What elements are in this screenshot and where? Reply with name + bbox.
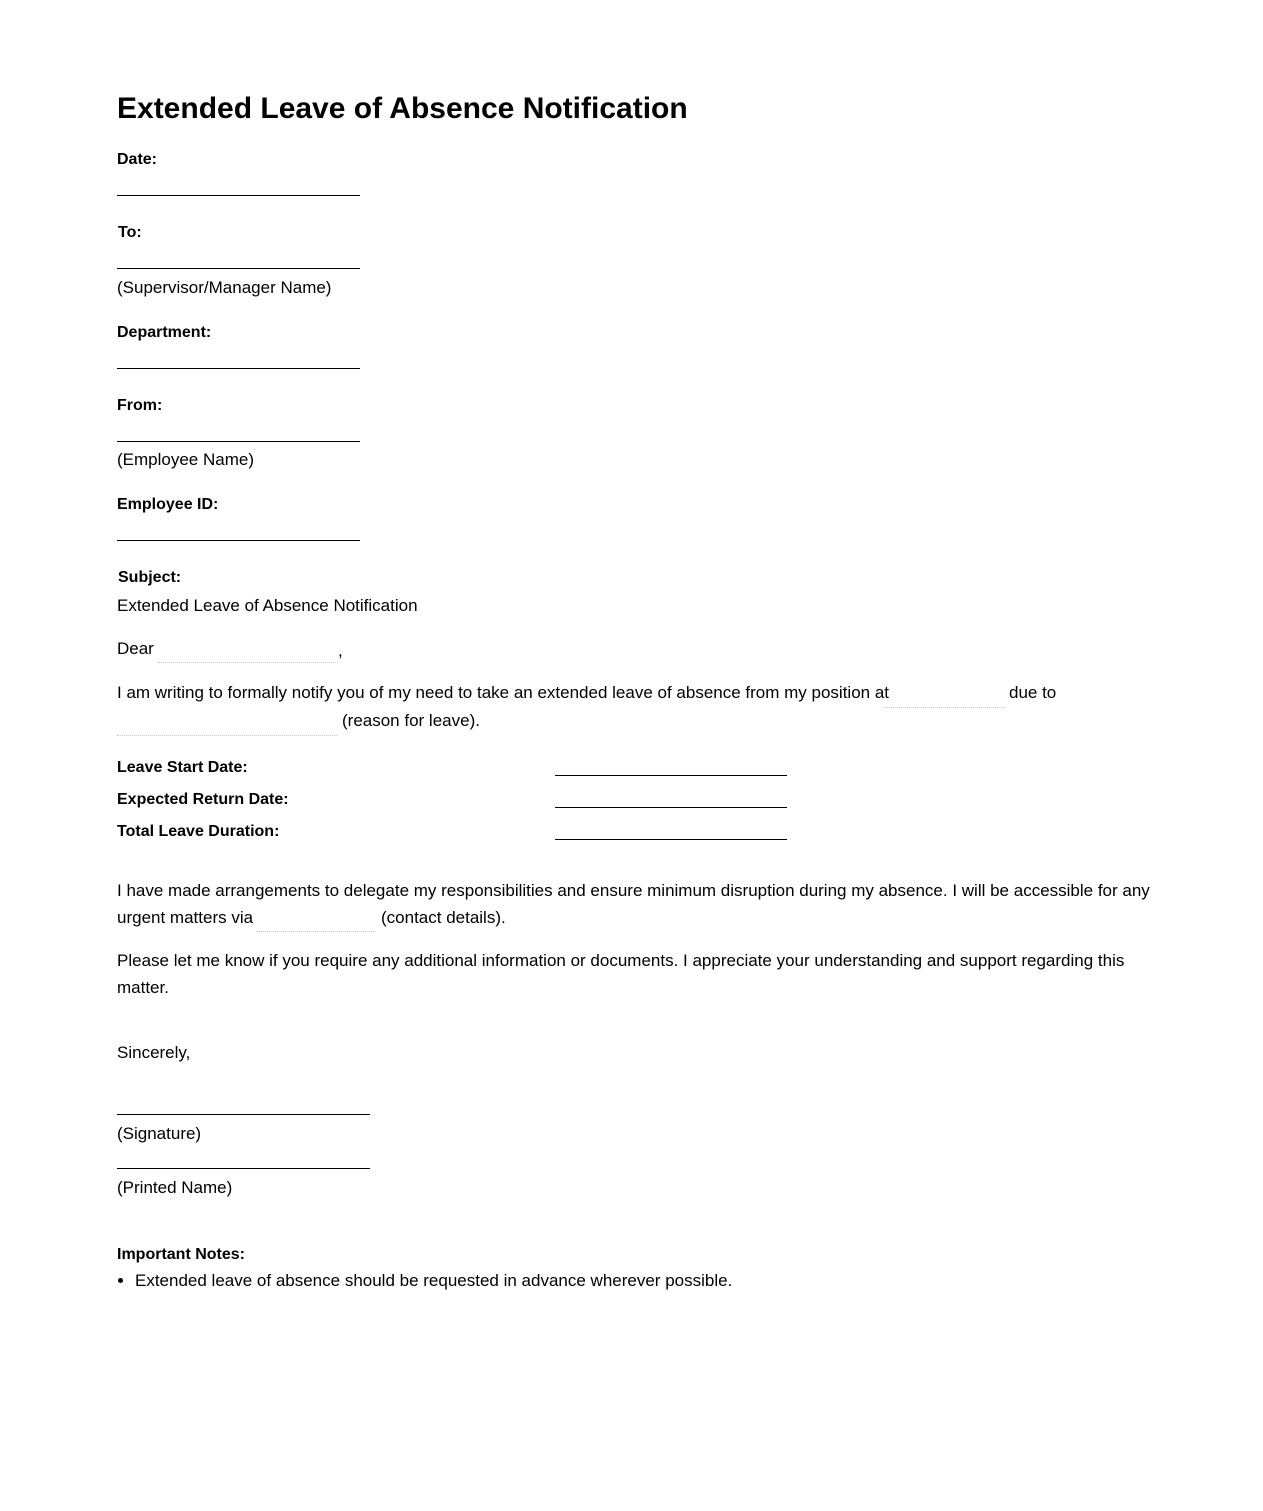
employee-id-field-line[interactable] [117, 540, 360, 541]
paragraph1-part3: (reason for leave). [342, 711, 480, 730]
paragraph3-line2: matter. [117, 978, 169, 997]
bullet-icon [118, 1278, 123, 1283]
printed-name-hint: (Printed Name) [117, 1178, 233, 1197]
department-field-line[interactable] [117, 368, 360, 369]
from-hint: (Employee Name) [117, 450, 254, 469]
important-notes-label: Important Notes: [117, 1246, 245, 1263]
paragraph2-line1: I have made arrangements to delegate my responsibilities and ensure minimum disruption during my absence. I will be accessible for any [117, 881, 1150, 900]
closing-sincerely: Sincerely, [117, 1043, 191, 1062]
paragraph2-line2b: (contact details). [381, 908, 506, 927]
leave-start-label: Leave Start Date: [117, 759, 248, 776]
expected-return-label: Expected Return Date: [117, 791, 289, 808]
salutation-dear: Dear [117, 639, 154, 658]
date-label: Date: [117, 151, 158, 168]
from-label: From: [117, 397, 163, 414]
printed-name-line[interactable] [117, 1168, 370, 1169]
paragraph2-line2a: urgent matters via [117, 908, 254, 927]
total-duration-label: Total Leave Duration: [117, 823, 280, 840]
employee-id-label: Employee ID: [117, 496, 219, 513]
page-title: Extended Leave of Absence Notification [117, 92, 688, 125]
department-label: Department: [117, 324, 212, 341]
contact-details-blank[interactable] [256, 931, 376, 932]
recipient-name-blank[interactable] [158, 662, 338, 663]
to-hint: (Supervisor/Manager Name) [117, 278, 332, 297]
subject-label: Subject: [118, 569, 182, 586]
to-label: To: [118, 224, 142, 241]
signature-line[interactable] [117, 1114, 370, 1115]
total-duration-field-line[interactable] [555, 839, 787, 840]
from-field-line[interactable] [117, 441, 360, 442]
subject-value: Extended Leave of Absence Notification [117, 596, 418, 615]
date-field-line[interactable] [117, 195, 360, 196]
expected-return-field-line[interactable] [555, 807, 787, 808]
leave-start-field-line[interactable] [555, 775, 787, 776]
reason-blank[interactable] [117, 735, 337, 736]
to-field-line[interactable] [117, 268, 360, 269]
paragraph1-part1: I am writing to formally notify you of my need to take an extended leave of absence from my position at [117, 683, 890, 702]
paragraph3-line1: Please let me know if you require any additional information or documents. I appreciate your understanding and support regarding this [117, 951, 1125, 970]
paragraph1-part2: due to [1009, 683, 1057, 702]
signature-hint: (Signature) [117, 1124, 202, 1143]
note-item: Extended leave of absence should be requested in advance wherever possible. [135, 1271, 733, 1290]
salutation-comma: , [338, 641, 343, 660]
company-blank[interactable] [884, 707, 1004, 708]
